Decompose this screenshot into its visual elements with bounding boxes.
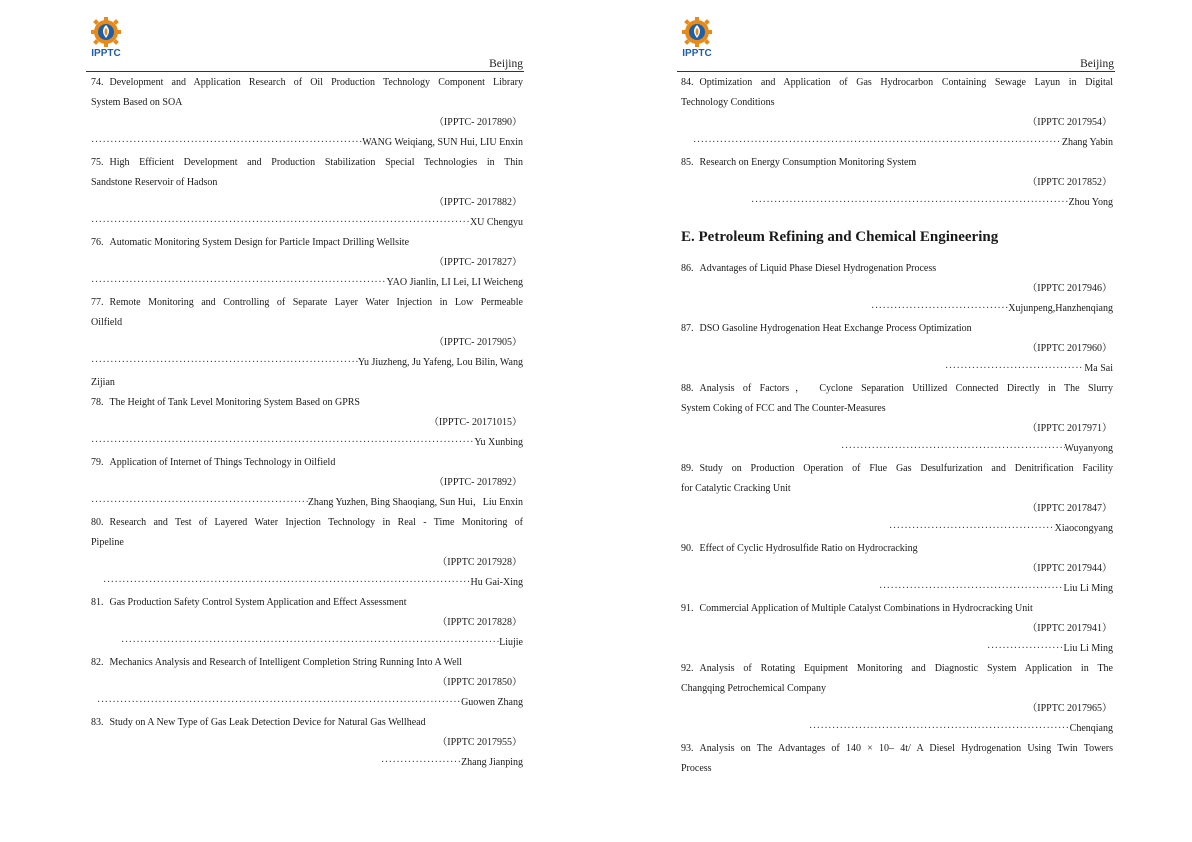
- entry-number: 77.: [91, 297, 104, 308]
- entry-title-line: [91, 393, 523, 413]
- entry-code: （IPPTC 2017946）: [1027, 283, 1112, 294]
- entry-code: （IPPTC 2017954）: [1027, 117, 1112, 128]
- logo-text: IPPTC: [91, 48, 121, 59]
- entry-number: 83.: [91, 717, 104, 728]
- entry-authors: [681, 579, 1113, 599]
- entry-title-line: [91, 713, 523, 733]
- entry-title-line: Sandstone Reservoir of Hadson: [91, 177, 218, 188]
- entry-title-line: [91, 153, 523, 173]
- entry-title-line: [681, 659, 1113, 679]
- entry-title-line: [91, 513, 523, 533]
- entry-code: （IPPTC- 2017882）: [433, 197, 522, 208]
- toc-entry: [91, 293, 523, 393]
- toc-entry: [91, 653, 523, 713]
- entry-title: [91, 653, 523, 673]
- author-names: Hu Gai-Xing: [470, 577, 523, 588]
- entry-title-line: [681, 379, 1113, 399]
- gear-flame-icon: [677, 17, 717, 49]
- entry-authors: [91, 753, 523, 773]
- entry-number: 87.: [681, 323, 694, 334]
- entry-title: [91, 233, 523, 253]
- author-names: Zhou Yong: [1068, 197, 1113, 208]
- entry-title-line: Technology Conditions: [681, 97, 775, 108]
- dot-leader: [91, 273, 387, 293]
- entry-title-text: Gas Production Safety Control System Application and Effect Assessment: [109, 597, 407, 608]
- entry-title-line: [91, 293, 523, 313]
- entry-authors: [681, 719, 1113, 739]
- ipptc-logo: [86, 17, 126, 61]
- entry-title: [681, 73, 1113, 113]
- toc-entry: [91, 713, 523, 773]
- entry-number: 93.: [681, 743, 694, 754]
- entry-title: [681, 319, 1113, 339]
- dot-leader: [889, 519, 1055, 539]
- entry-number: 78.: [91, 397, 104, 408]
- entry-authors: [91, 693, 523, 713]
- author-names: Xiaocongyang: [1054, 523, 1113, 534]
- entry-title-line: [91, 593, 523, 613]
- entry-title: [681, 659, 1113, 699]
- entry-title: [91, 593, 523, 613]
- section-heading: E. Petroleum Refining and Chemical Engineering: [681, 229, 999, 245]
- entry-code: （IPPTC 2017850）: [437, 677, 522, 688]
- author-names: Liu Li Ming: [1063, 643, 1113, 654]
- dot-leader: [809, 719, 1070, 739]
- entry-number: 84.: [681, 77, 694, 88]
- toc-entry: [91, 73, 523, 153]
- dot-leader: [91, 493, 308, 513]
- entry-title-line: [681, 599, 1113, 619]
- entry-authors: [91, 213, 523, 233]
- entry-title-line: [681, 73, 1113, 93]
- entry-title-text: Research and Test of Layered Water Injection Technology in Real - Time Monitoring of: [109, 517, 523, 528]
- entry-title: [91, 713, 523, 733]
- dot-leader: [987, 639, 1064, 659]
- author-names-continued: Zijian: [91, 377, 115, 388]
- entry-title-line: for Catalytic Cracking Unit: [681, 483, 791, 494]
- entry-code: （IPPTC 2017828）: [437, 617, 522, 628]
- entry-number: 91.: [681, 603, 694, 614]
- toc-entry: [681, 599, 1113, 659]
- right-page: [596, 0, 1192, 842]
- entry-title-text: Analysis of Factors， Cyclone Separation Utillized Connected Directly in The Slurry: [699, 383, 1113, 394]
- entry-title-line: [681, 459, 1113, 479]
- entry-title-text: Remote Monitoring and Controlling of Separate Layer Water Injection in Low Permeable: [109, 297, 523, 308]
- entry-authors: [91, 433, 523, 453]
- dot-leader: [879, 579, 1064, 599]
- header-city: Beijing: [489, 58, 523, 70]
- ipptc-logo: [677, 17, 717, 61]
- author-names: Xujunpeng,Hanzhenqiang: [1008, 303, 1113, 314]
- entry-title-text: Effect of Cyclic Hydrosulfide Ratio on Hydrocracking: [699, 543, 918, 554]
- entry-code: （IPPTC 2017965）: [1027, 703, 1112, 714]
- author-names: YAO Jianlin, LI Lei, LI Weicheng: [386, 277, 523, 288]
- entry-title: [91, 513, 523, 553]
- entry-code: （IPPTC 2017955）: [437, 737, 522, 748]
- entry-code: （IPPTC- 20171015）: [428, 417, 522, 428]
- toc-entry: [681, 319, 1113, 379]
- entry-title-line: [91, 73, 523, 93]
- toc-entry: [681, 539, 1113, 599]
- author-names: Liujie: [499, 637, 523, 648]
- entry-authors: [681, 639, 1113, 659]
- entry-number: 92.: [681, 663, 694, 674]
- entry-title-line: System Coking of FCC and The Counter-Measures: [681, 403, 886, 414]
- entry-number: 86.: [681, 263, 694, 274]
- entry-authors: [91, 573, 523, 593]
- author-names: Zhang Yuzhen, Bing Shaoqiang, Sun Hui，Liu Enxin: [307, 497, 523, 508]
- entry-title: [91, 453, 523, 473]
- entry-title: [681, 539, 1113, 559]
- toc-entry: [91, 153, 523, 233]
- entry-number: 85.: [681, 157, 694, 168]
- entry-authors: [681, 519, 1113, 539]
- author-names: Zhang Yabin: [1061, 137, 1113, 148]
- toc-entry: [91, 513, 523, 593]
- entry-title-text: Research on Energy Consumption Monitoring System: [699, 157, 917, 168]
- dot-leader: [91, 353, 358, 373]
- dot-leader: [91, 433, 474, 453]
- entry-number: 90.: [681, 543, 694, 554]
- header-rule: [677, 71, 1115, 72]
- author-names: Chenqiang: [1069, 723, 1113, 734]
- dot-leader: [871, 299, 1008, 319]
- right-entry-list: [681, 73, 1113, 779]
- entry-code: （IPPTC 2017941）: [1027, 623, 1112, 634]
- entry-title-text: Advantages of Liquid Phase Diesel Hydrogenation Process: [699, 263, 937, 274]
- entry-authors: [91, 493, 523, 513]
- entry-code: （IPPTC 2017960）: [1027, 343, 1112, 354]
- entry-title-text: Development and Application Research of Oil Production Technology Component Library: [109, 77, 523, 88]
- dot-leader: [91, 213, 470, 233]
- entry-title-text: Mechanics Analysis and Research of Intelligent Completion String Running Into A Well: [109, 657, 463, 668]
- dot-leader: [751, 193, 1069, 213]
- entry-title-line: [681, 319, 1113, 339]
- entry-title-text: Analysis of Rotating Equipment Monitoring and Diagnostic System Application in The: [699, 663, 1113, 674]
- entry-title: [681, 459, 1113, 499]
- entry-number: 79.: [91, 457, 104, 468]
- entry-authors: [91, 133, 523, 153]
- entry-number: 74.: [91, 77, 104, 88]
- entry-authors: [681, 133, 1113, 153]
- entry-title-line: Oilfield: [91, 317, 123, 328]
- entry-number: 88.: [681, 383, 694, 394]
- toc-entry: [681, 659, 1113, 739]
- toc-entry: [681, 459, 1113, 539]
- entry-title-text: Analysis on The Advantages of 140 × 10– 4t/ A Diesel Hydrogenation Using Twin Towers: [699, 743, 1113, 754]
- entry-authors: [91, 633, 523, 653]
- author-names: Wuyanyong: [1064, 443, 1113, 454]
- dot-leader: [693, 133, 1062, 153]
- author-names: Zhang Jianping: [461, 757, 523, 768]
- entry-code: （IPPTC 2017852）: [1027, 177, 1112, 188]
- entry-title: [681, 153, 1113, 173]
- entry-title-line: [91, 653, 523, 673]
- toc-entry: [91, 233, 523, 293]
- toc-entry: [91, 453, 523, 513]
- dot-leader: [121, 633, 499, 653]
- entry-authors: [91, 273, 523, 293]
- dot-leader: [97, 693, 461, 713]
- entry-title: [681, 379, 1113, 419]
- entry-authors: [681, 359, 1113, 379]
- author-names: Yu Xunbing: [474, 437, 523, 448]
- entry-title-text: Study on A New Type of Gas Leak Detection Device for Natural Gas Wellhead: [109, 717, 426, 728]
- toc-entry: [681, 379, 1113, 459]
- toc-entry: [681, 73, 1113, 153]
- entry-title-line: [91, 453, 523, 473]
- entry-title-line: [91, 233, 523, 253]
- author-names: Yu Jiuzheng, Ju Yafeng, Lou Bilin, Wang: [357, 357, 523, 368]
- author-names: XU Chengyu: [469, 217, 523, 228]
- header-rule: [86, 71, 524, 72]
- entry-number: 81.: [91, 597, 104, 608]
- toc-entry: [681, 259, 1113, 319]
- entry-title-text: Optimization and Application of Gas Hydrocarbon Containing Sewage Layun in Digital: [699, 77, 1113, 88]
- entry-number: 82.: [91, 657, 104, 668]
- toc-entry: [91, 393, 523, 453]
- entry-title: [681, 259, 1113, 279]
- entry-number: 80.: [91, 517, 104, 528]
- entry-authors: [681, 439, 1113, 459]
- entry-title-line: Changqing Petrochemical Company: [681, 683, 826, 694]
- dot-leader: [841, 439, 1065, 459]
- entry-title-text: Commercial Application of Multiple Catalyst Combinations in Hydrocracking Unit: [699, 603, 1033, 614]
- entry-title-line: [681, 153, 1113, 173]
- entry-title-line: [681, 259, 1113, 279]
- entry-title-line: System Based on SOA: [91, 97, 183, 108]
- entry-title-line: [681, 739, 1113, 759]
- gear-flame-icon: [86, 17, 126, 49]
- author-names: Liu Li Ming: [1063, 583, 1113, 594]
- entry-code: （IPPTC 2017944）: [1027, 563, 1112, 574]
- author-names: Ma Sai: [1084, 363, 1113, 374]
- entry-code: （IPPTC 2017928）: [437, 557, 522, 568]
- entry-title-line: Process: [681, 763, 712, 774]
- entry-title: [91, 73, 523, 113]
- toc-entry: [91, 593, 523, 653]
- entry-code: （IPPTC 2017971）: [1027, 423, 1112, 434]
- toc-entry: [681, 739, 1113, 779]
- entry-code: （IPPTC- 2017827）: [433, 257, 522, 268]
- entry-code: （IPPTC 2017847）: [1027, 503, 1112, 514]
- entry-code: （IPPTC- 2017892）: [433, 477, 522, 488]
- author-names: WANG Weiqiang, SUN Hui, LIU Enxin: [362, 137, 523, 148]
- entry-title-text: DSO Gasoline Hydrogenation Heat Exchange Process Optimization: [699, 323, 972, 334]
- entry-number: 89.: [681, 463, 694, 474]
- entry-title-line: [681, 539, 1113, 559]
- entry-title: [91, 393, 523, 413]
- entry-authors: [681, 299, 1113, 319]
- dot-leader: [103, 573, 471, 593]
- dot-leader: [945, 359, 1084, 379]
- entry-title-text: Automatic Monitoring System Design for Particle Impact Drilling Wellsite: [109, 237, 410, 248]
- toc-entry: [681, 153, 1113, 213]
- entry-title-text: The Height of Tank Level Monitoring System Based on GPRS: [109, 397, 360, 408]
- entry-title: [681, 599, 1113, 619]
- entry-title: [681, 739, 1113, 779]
- entry-title-line: Pipeline: [91, 537, 124, 548]
- entry-authors: [681, 193, 1113, 213]
- left-entry-list: [91, 73, 523, 773]
- entry-title-text: High Efficient Development and Production Stabilization Special Technologies in Thin: [109, 157, 523, 168]
- entry-number: 76.: [91, 237, 104, 248]
- entry-title-text: Application of Internet of Things Technology in Oilfield: [109, 457, 336, 468]
- logo-text: IPPTC: [682, 48, 712, 59]
- entry-title: [91, 153, 523, 193]
- entry-code: （IPPTC- 2017905）: [433, 337, 522, 348]
- entry-authors: [91, 353, 523, 373]
- dot-leader: [91, 133, 362, 153]
- entry-title: [91, 293, 523, 333]
- entry-code: （IPPTC- 2017890）: [433, 117, 522, 128]
- dot-leader: [381, 753, 461, 773]
- entry-number: 75.: [91, 157, 104, 168]
- entry-title-text: Study on Production Operation of Flue Gas Desulfurization and Denitrification Facility: [699, 463, 1113, 474]
- author-names: Guowen Zhang: [461, 697, 523, 708]
- header-city: Beijing: [1080, 58, 1114, 70]
